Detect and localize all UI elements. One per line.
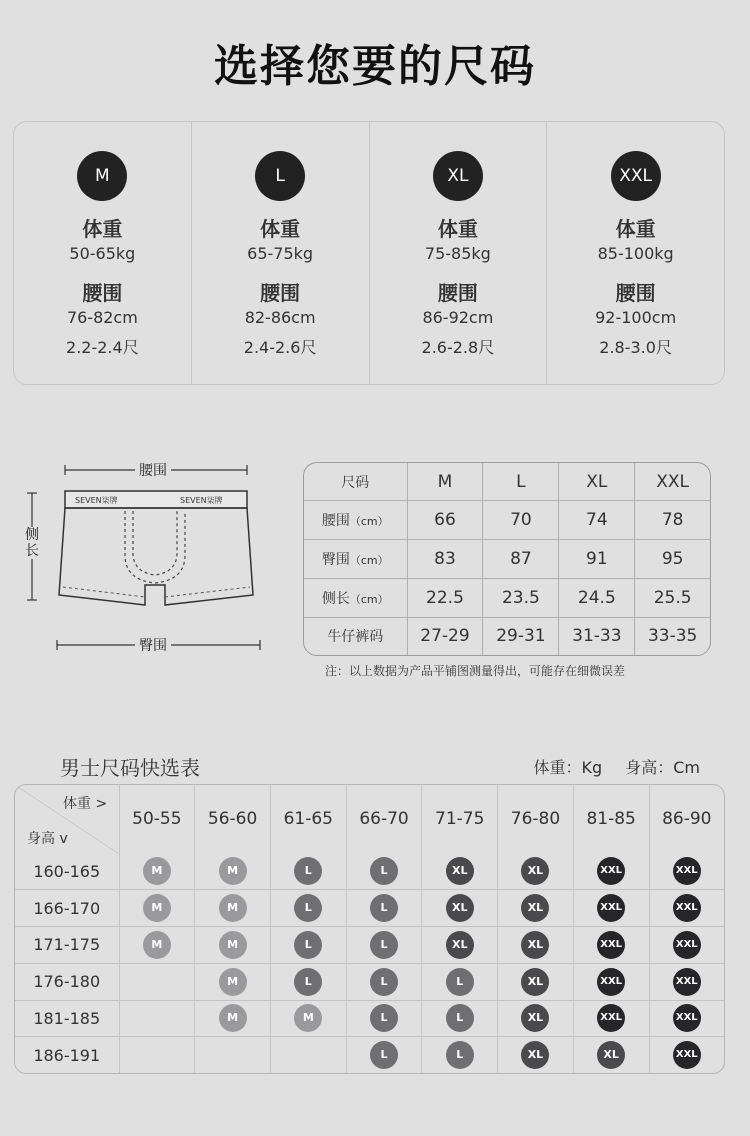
size-dot: XXL — [673, 968, 701, 996]
size-cell — [119, 1000, 195, 1037]
weight-value: 50-65kg — [69, 244, 136, 263]
size-dot: XL — [521, 857, 549, 885]
row-label: 腰围（cm） — [304, 501, 407, 540]
size-dot: L — [294, 968, 322, 996]
waist-label: 腰围 — [437, 281, 478, 305]
size-cell — [649, 963, 724, 1000]
size-badge: XXL — [611, 151, 661, 201]
size-dot: XXL — [597, 894, 625, 922]
size-cell — [270, 926, 346, 963]
size-cell — [498, 854, 574, 890]
size-cards — [13, 121, 725, 385]
quick-chart-units — [515, 755, 700, 778]
waist-chi-value: 2.6-2.8尺 — [421, 338, 495, 357]
size-dot: L — [370, 1004, 398, 1032]
table-cell: 91 — [559, 540, 635, 579]
size-dot: XL — [446, 857, 474, 885]
waist-cm-value: 86-92cm — [422, 308, 494, 327]
table-row — [304, 578, 710, 617]
size-dot: L — [446, 1004, 474, 1032]
size-cell — [195, 926, 271, 963]
size-dot: M — [219, 857, 247, 885]
size-badge: M — [77, 151, 127, 201]
size-cell — [573, 890, 649, 927]
table-row — [15, 1037, 724, 1073]
table-row — [15, 854, 724, 890]
table-cell: 27-29 — [407, 617, 483, 655]
table-cell: 29-31 — [483, 617, 559, 655]
table-row — [15, 1000, 724, 1037]
table-cell: 24.5 — [559, 578, 635, 617]
size-dot: XL — [521, 1004, 549, 1032]
weight-header-cell: 50-55 — [119, 785, 195, 854]
size-dot: XL — [521, 968, 549, 996]
size-cell — [649, 890, 724, 927]
size-cell — [346, 963, 422, 1000]
size-dot: XXL — [673, 1041, 701, 1069]
waist-label: 腰围 — [260, 281, 301, 305]
size-dot: L — [370, 968, 398, 996]
underwear-outline-icon — [15, 455, 290, 655]
size-dot: XXL — [673, 1004, 701, 1032]
size-dot: XXL — [673, 931, 701, 959]
waist-label: 腰围 — [615, 281, 656, 305]
size-cell — [270, 890, 346, 927]
weight-label: 体重 — [615, 217, 656, 241]
size-cell — [195, 1000, 271, 1037]
weight-header-cell: 86-90 — [662, 809, 712, 830]
unit-height: 身高：Cm — [625, 758, 700, 777]
side-length-label: 侧长 — [25, 527, 39, 559]
size-cell — [573, 854, 649, 890]
size-card-xxl — [547, 122, 724, 384]
size-cell — [422, 890, 498, 927]
size-card-l — [192, 122, 370, 384]
size-cell — [195, 963, 271, 1000]
size-dot: XL — [521, 1041, 549, 1069]
weight-value: 85-100kg — [597, 244, 674, 263]
waist-chi-value: 2.8-3.0尺 — [599, 338, 672, 357]
weight-header-cell: 56-60 — [195, 785, 271, 854]
size-cell — [119, 963, 195, 1000]
size-dot: XL — [521, 894, 549, 922]
table-header-cell: XL — [559, 463, 635, 501]
waist-label: 腰围 — [135, 460, 171, 480]
size-dot: L — [370, 931, 398, 959]
size-cell — [270, 963, 346, 1000]
size-dot: XL — [446, 931, 474, 959]
size-cell — [422, 1037, 498, 1073]
row-label: 臀围（cm） — [304, 540, 407, 579]
table-cell: 22.5 — [407, 578, 483, 617]
size-cell — [649, 1000, 724, 1037]
size-cell — [649, 854, 724, 890]
table-row — [304, 617, 710, 655]
size-cell — [422, 963, 498, 1000]
waist-cm-value: 92-100cm — [595, 308, 677, 327]
size-cell — [498, 1037, 574, 1073]
height-label: 186-191 — [15, 1037, 119, 1073]
size-cell — [573, 963, 649, 1000]
table-header-cell: L — [483, 463, 559, 501]
weight-value: 75-85kg — [424, 244, 491, 263]
waist-cm-value: 76-82cm — [66, 308, 138, 327]
size-cell — [422, 854, 498, 890]
table-cell: 25.5 — [635, 578, 710, 617]
size-dot: L — [294, 931, 322, 959]
table-header-cell: M — [407, 463, 483, 501]
table-row — [304, 540, 710, 579]
table-cell: 87 — [483, 540, 559, 579]
size-dot: XXL — [597, 1004, 625, 1032]
size-dot: XXL — [673, 894, 701, 922]
row-label: 牛仔裤码 — [304, 617, 407, 655]
table-header-cell: 尺码 — [304, 463, 407, 501]
quick-header-row — [15, 785, 724, 854]
size-dot: XL — [597, 1041, 625, 1069]
size-cell — [119, 854, 195, 890]
size-cell — [498, 890, 574, 927]
hip-label: 臀围 — [135, 635, 171, 655]
table-row — [15, 963, 724, 1000]
size-dot: L — [370, 894, 398, 922]
size-dot: XL — [521, 931, 549, 959]
table-cell: 33-35 — [647, 626, 698, 647]
corner-weight-label: 体重 > — [63, 796, 108, 812]
svg-text:SEVEN柒牌: SEVEN柒牌 — [180, 496, 223, 505]
size-dot: M — [219, 968, 247, 996]
size-card-xl — [370, 122, 548, 384]
size-dot: M — [294, 1004, 322, 1032]
table-header-cell: XXL — [635, 463, 710, 501]
size-dot: L — [370, 1041, 398, 1069]
size-cell — [498, 926, 574, 963]
table-cell: 66 — [407, 501, 483, 540]
measurement-note: 注：以上数据为产品平铺图测量得出，可能存在细微误差 — [325, 664, 626, 678]
size-cell — [270, 854, 346, 890]
size-cell — [422, 1000, 498, 1037]
height-label: 181-185 — [15, 1000, 119, 1037]
weight-header-cell: 66-70 — [346, 785, 422, 854]
table-cell: 31-33 — [559, 617, 635, 655]
size-dot: M — [219, 931, 247, 959]
waist-chi-value: 2.4-2.6尺 — [243, 338, 317, 357]
size-dot: XXL — [597, 968, 625, 996]
size-cell — [573, 1037, 649, 1073]
size-dot: L — [370, 857, 398, 885]
size-cell — [649, 1037, 724, 1073]
size-cell — [195, 854, 271, 890]
quick-size-chart — [14, 784, 725, 1074]
size-dot: M — [219, 894, 247, 922]
size-dot: XL — [446, 894, 474, 922]
size-cell — [346, 926, 422, 963]
size-cell — [422, 926, 498, 963]
size-dot: L — [446, 1041, 474, 1069]
size-dot: XXL — [597, 931, 625, 959]
size-dot: M — [219, 1004, 247, 1032]
size-cell — [346, 1000, 422, 1037]
size-dot: M — [143, 931, 171, 959]
measurement-table — [303, 462, 711, 656]
size-cell — [498, 1000, 574, 1037]
weight-value: 65-75kg — [247, 244, 314, 263]
page-title: 选择您要的尺码 — [214, 41, 536, 92]
size-dot: L — [446, 968, 474, 996]
size-cell — [119, 1037, 195, 1073]
size-dot: XXL — [673, 857, 701, 885]
table-cell: 70 — [483, 501, 559, 540]
size-cell — [119, 926, 195, 963]
waist-cm-value: 82-86cm — [244, 308, 316, 327]
table-row — [15, 926, 724, 963]
size-cell — [573, 926, 649, 963]
row-label: 侧长（cm） — [304, 578, 407, 617]
table-cell: 83 — [407, 540, 483, 579]
svg-text:SEVEN柒牌: SEVEN柒牌 — [75, 496, 118, 505]
height-label: 171-175 — [15, 926, 119, 963]
size-badge: L — [255, 151, 305, 201]
height-label: 160-165 — [15, 854, 119, 890]
table-cell: 74 — [559, 501, 635, 540]
size-badge: XL — [433, 151, 483, 201]
size-dot: XXL — [597, 857, 625, 885]
weight-header-cell: 81-85 — [573, 785, 649, 854]
height-label: 166-170 — [15, 890, 119, 927]
table-cell: 78 — [635, 501, 710, 540]
size-cell — [346, 1037, 422, 1073]
table-cell: 23.5 — [483, 578, 559, 617]
size-cell — [195, 1037, 271, 1073]
table-row — [304, 501, 710, 540]
waist-label: 腰围 — [82, 281, 123, 305]
weight-header-cell: 61-65 — [270, 785, 346, 854]
weight-label: 体重 — [82, 217, 123, 241]
weight-label: 体重 — [260, 217, 301, 241]
height-label: 176-180 — [15, 963, 119, 1000]
size-cell — [119, 890, 195, 927]
size-cell — [270, 1037, 346, 1073]
table-header-row — [304, 463, 710, 501]
size-cell — [573, 1000, 649, 1037]
size-dot: L — [294, 857, 322, 885]
weight-label: 体重 — [437, 217, 478, 241]
corner-cell — [15, 785, 119, 854]
weight-header-cell: 71-75 — [422, 785, 498, 854]
size-cell — [346, 890, 422, 927]
size-cell — [346, 854, 422, 890]
quick-chart-title: 男士尺码快选表 — [60, 756, 200, 780]
size-dot: M — [143, 894, 171, 922]
table-cell: 95 — [635, 540, 710, 579]
weight-header-cell: 76-80 — [498, 785, 574, 854]
size-dot: M — [143, 857, 171, 885]
corner-height-label: 身高 v — [27, 830, 68, 847]
size-cell — [498, 963, 574, 1000]
size-card-m — [14, 122, 192, 384]
waist-chi-value: 2.2-2.4尺 — [66, 338, 139, 357]
size-cell — [270, 1000, 346, 1037]
size-cell — [195, 890, 271, 927]
unit-weight: 体重：Kg — [533, 758, 603, 777]
size-cell — [649, 926, 724, 963]
table-row — [15, 890, 724, 927]
size-dot: L — [294, 894, 322, 922]
underwear-diagram — [15, 455, 290, 655]
